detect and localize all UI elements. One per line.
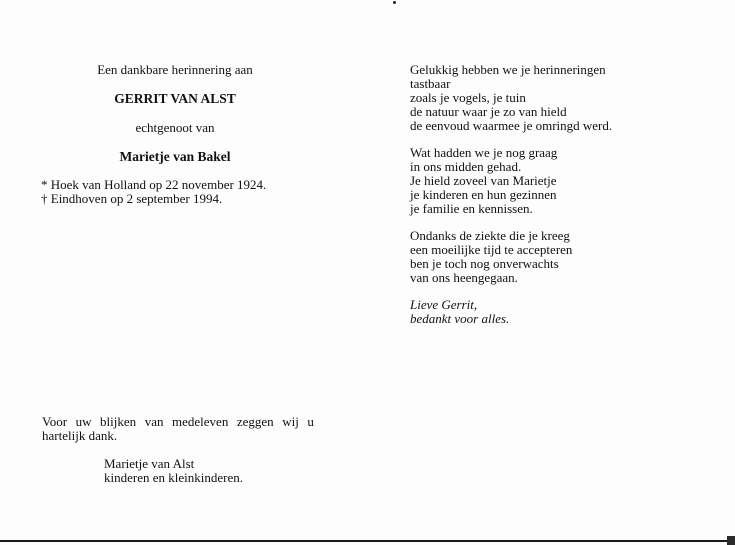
thanks-word: Voor [42, 414, 68, 429]
bottom-edge-line [0, 540, 735, 542]
poem-closing [410, 298, 612, 326]
thanks-word: uw [75, 414, 92, 429]
spouse-name: Marietje van Bakel [119, 149, 231, 164]
print-speck [393, 1, 396, 4]
thanks-word: wij [282, 414, 299, 429]
poem-line: de eenvoud waarmee je omringd werd. [410, 118, 613, 133]
poem-line: Gelukkig hebben we je herinneringen [410, 62, 606, 77]
poem-line: Wat hadden we je nog graag [410, 145, 558, 160]
poem [410, 63, 612, 339]
relation-text: echtgenoot van [135, 120, 215, 135]
deceased-name-wrap [40, 92, 310, 106]
poem-line: de natuur waar je zo van hield [410, 104, 567, 119]
thanks-word: van [144, 414, 164, 429]
poem-line: je kinderen en hun gezinnen [410, 187, 557, 202]
poem-line: van ons heengegaan. [410, 270, 518, 285]
poem-stanza-1 [410, 63, 612, 133]
thanks-block [42, 415, 314, 443]
poem-line: Ondanks de ziekte die je kreeg [410, 228, 570, 243]
poem-line: in ons midden gehad. [410, 159, 522, 174]
thanks-line-1 [42, 415, 314, 429]
signature-line-2: kinderen en kleinkinderen. [104, 470, 243, 485]
dedication-block [40, 63, 310, 77]
spouse-name-wrap [40, 150, 310, 164]
poem-stanza-2 [410, 146, 612, 216]
signature-line-1: Marietje van Alst [104, 456, 195, 471]
poem-line: een moeilijke tijd te accepteren [410, 242, 573, 257]
corner-scan-mark [727, 536, 735, 545]
poem-line: ben je toch nog onverwachts [410, 256, 559, 271]
thanks-line-2: hartelijk dank. [42, 428, 118, 443]
closing-line: bedankt voor alles. [410, 311, 510, 326]
birth-line: * Hoek van Holland op 22 november 1924. [41, 177, 267, 192]
thanks-word: zeggen [236, 414, 274, 429]
poem-stanza-3 [410, 229, 612, 285]
poem-line: zoals je vogels, je tuin [410, 90, 526, 105]
death-line: † Eindhoven op 2 september 1994. [41, 191, 223, 206]
closing-line: Lieve Gerrit, [410, 297, 478, 312]
poem-line: tastbaar [410, 76, 451, 91]
poem-line: Je hield zoveel van Marietje [410, 173, 557, 188]
thanks-word: blijken [100, 414, 137, 429]
poem-line: je familie en kennissen. [410, 201, 533, 216]
thanks-word: medeleven [172, 414, 229, 429]
relation-wrap [40, 121, 310, 135]
thanks-word: u [307, 414, 314, 429]
deceased-name: GERRIT VAN ALST [114, 91, 236, 106]
dedication-intro: Een dankbare herinnering aan [97, 62, 253, 77]
